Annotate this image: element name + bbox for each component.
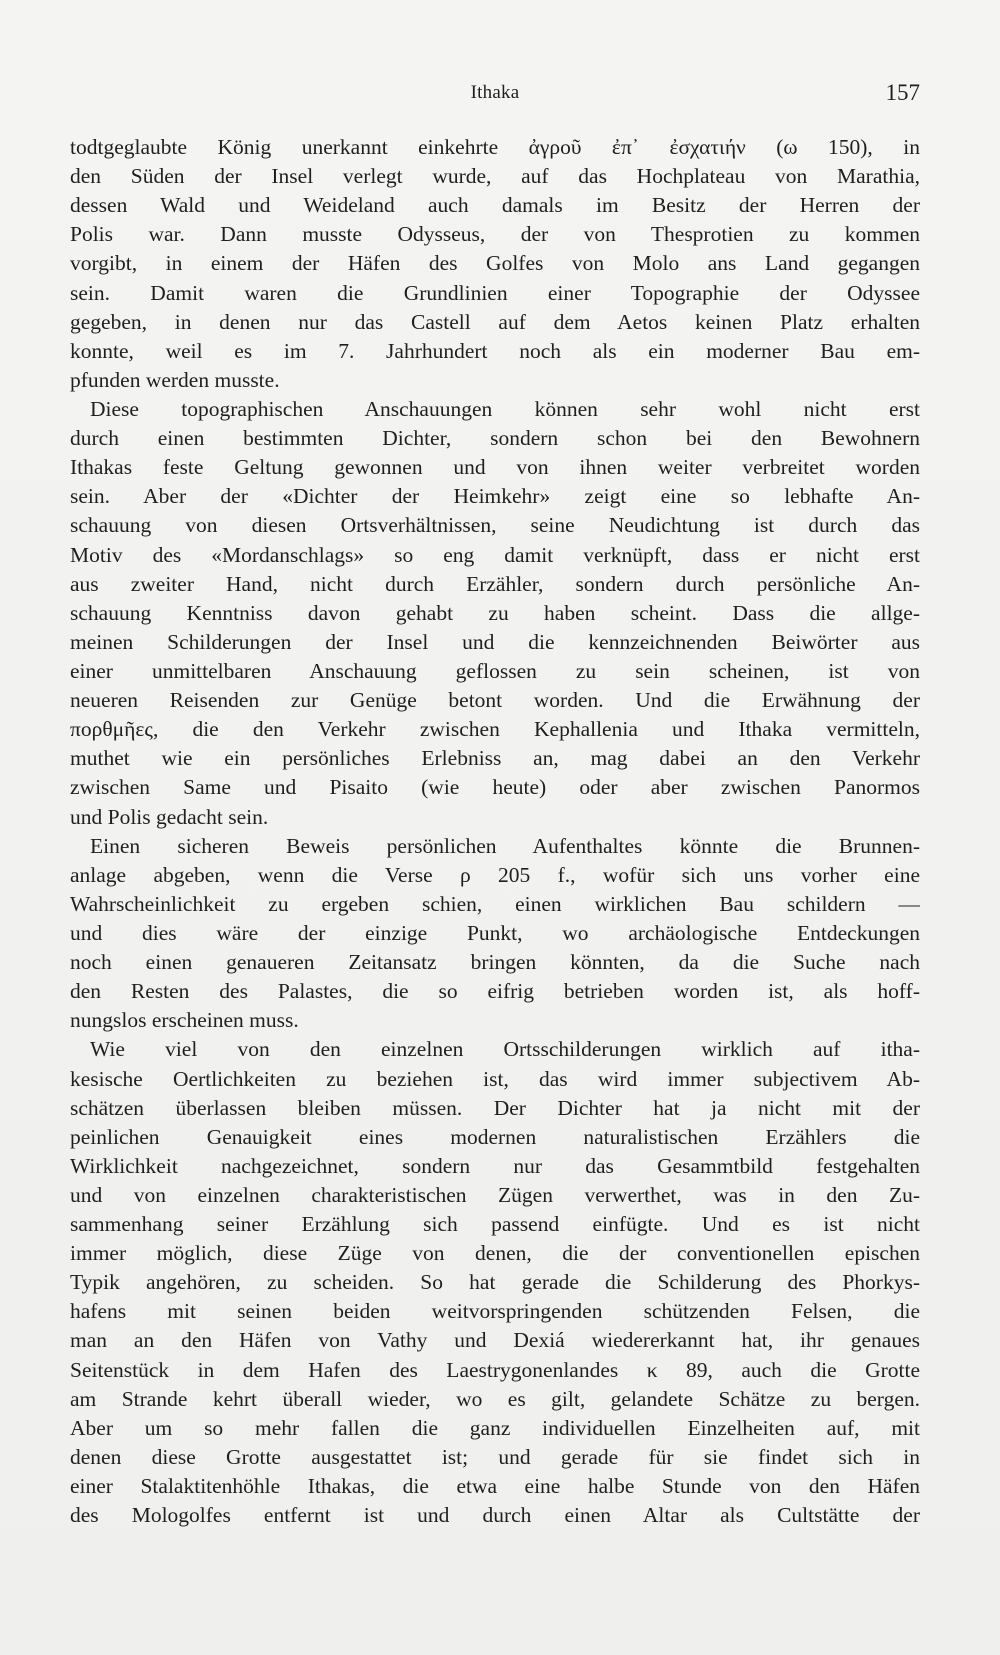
text-line: Wirklichkeit nachgezeichnet, sondern nur das Gesammtbild festgehalten <box>70 1153 920 1178</box>
text-line: und Polis gedacht sein. <box>70 804 269 829</box>
text-line: hafens mit seinen beiden weitvorspringenden schützenden Felsen, die <box>70 1299 920 1324</box>
text-line: sein. Damit waren die Grundlinien einer Topographie der Odyssee <box>70 280 920 305</box>
text-line: man an den Häfen von Vathy und Dexiá wiedererkannt hat, ihr genaues <box>70 1328 920 1353</box>
text-line: meinen Schilderungen der Insel und die kennzeichnenden Beiwörter aus <box>70 629 920 654</box>
text-line: muthet wie ein persönliches Erlebniss an, mag dabei an den Verkehr <box>70 746 920 771</box>
text-line: schauung Kenntniss davon gehabt zu haben scheint. Dass die allge- <box>70 600 920 625</box>
text-line: noch einen genaueren Zeitansatz bringen könnten, da die Suche nach <box>70 950 920 975</box>
text-line: dessen Wald und Weideland auch damals im Besitz der Herren der <box>70 193 920 218</box>
text-line: konnte, weil es im 7. Jahrhundert noch als ein moderner Bau em- <box>70 338 920 363</box>
text-line: kesische Oertlichkeiten zu beziehen ist, das wird immer subjectivem Ab- <box>70 1066 920 1091</box>
text-line: schätzen überlassen bleiben müssen. Der Dichter hat ja nicht mit der <box>70 1095 920 1120</box>
page-header <box>70 80 920 110</box>
text-line: todtgeglaubte König unerkannt einkehrte ἀγροῦ ἐπ᾽ ἐσχατιήν (ω 150), in <box>70 135 920 159</box>
text-line: Wie viel von den einzelnen Ortsschilderungen wirklich auf itha- <box>90 1037 920 1062</box>
text-line: Diese topographischen Anschauungen können sehr wohl nicht erst <box>90 396 920 421</box>
text-line: sein. Aber der «Dichter der Heimkehr» zeigt eine so lebhafte An- <box>70 484 920 509</box>
text-line: und von einzelnen charakteristischen Zügen verwerthet, was in den Zu- <box>70 1182 920 1207</box>
text-line: aus zweiter Hand, nicht durch Erzähler, sondern durch persönliche An- <box>70 571 920 596</box>
text-line: Polis war. Dann musste Odysseus, der von Thesprotien zu kommen <box>70 222 920 247</box>
text-line: Wahrscheinlichkeit zu ergeben schien, einen wirklichen Bau schildern — <box>70 891 920 916</box>
text-line: Seitenstück in dem Hafen des Laestrygonenlandes κ 89, auch die Grotte <box>70 1357 920 1382</box>
text-line: pfunden werden musste. <box>70 367 280 392</box>
text-line: einer Stalaktitenhöhle Ithakas, die etwa eine halbe Stunde von den Häfen <box>70 1474 920 1499</box>
text-line: denen diese Grotte ausgestattet ist; und gerade für sie findet sich in <box>70 1444 920 1469</box>
text-line: den Resten des Palastes, die so eifrig betrieben worden ist, als hoff- <box>70 979 920 1004</box>
text-line: πορθμῆες, die den Verkehr zwischen Kephallenia und Ithaka vermitteln, <box>70 717 920 742</box>
text-line: vorgibt, in einem der Häfen des Golfes von Molo ans Land gegangen <box>70 251 920 276</box>
text-line: immer möglich, diese Züge von denen, die der conventionellen epischen <box>70 1241 920 1266</box>
text-line: zwischen Same und Pisaito (wie heute) oder aber zwischen Panormos <box>70 775 920 800</box>
text-line: am Strande kehrt überall wieder, wo es gilt, gelandete Schätze zu bergen. <box>70 1386 920 1411</box>
text-line: Typik angehören, zu scheiden. So hat gerade die Schilderung des Phorkys- <box>70 1270 920 1295</box>
text-line: Aber um so mehr fallen die ganz individuellen Einzelheiten auf, mit <box>70 1415 920 1440</box>
text-line: Motiv des «Mordanschlags» so eng damit verknüpft, dass er nicht erst <box>70 542 920 567</box>
text-line: peinlichen Genauigkeit eines modernen naturalistischen Erzählers die <box>70 1124 920 1149</box>
body-text <box>70 133 920 1530</box>
text-line: schauung von diesen Ortsverhältnissen, seine Neudichtung ist durch das <box>70 513 920 538</box>
text-line: Einen sicheren Beweis persönlichen Aufenthaltes könnte die Brunnen- <box>90 833 920 858</box>
text-line: sammenhang seiner Erzählung sich passend einfügte. Und es ist nicht <box>70 1212 920 1237</box>
text-line: durch einen bestimmten Dichter, sondern schon bei den Bewohnern <box>70 426 920 451</box>
text-line: anlage abgeben, wenn die Verse ρ 205 f., wofür sich uns vorher eine <box>70 862 920 887</box>
text-line: gegeben, in denen nur das Castell auf dem Aetos keinen Platz erhalten <box>70 309 920 334</box>
text-line: des Mologolfes entfernt ist und durch einen Altar als Cultstätte der <box>70 1503 920 1528</box>
text-line: nungslos erscheinen muss. <box>70 1008 299 1033</box>
text-line: den Süden der Insel verlegt wurde, auf das Hochplateau von Marathia, <box>70 164 920 189</box>
text-line: neueren Reisenden zur Genüge betont worden. Und die Erwähnung der <box>70 688 920 713</box>
text-line: einer unmittelbaren Anschauung geflossen zu sein scheinen, ist von <box>70 658 920 683</box>
running-title: Ithaka <box>470 82 520 103</box>
text-line: und dies wäre der einzige Punkt, wo archäologische Entdeckungen <box>70 920 920 945</box>
page-number: 157 <box>885 80 920 105</box>
text-line: Ithakas feste Geltung gewonnen und von ihnen weiter verbreitet worden <box>70 455 920 480</box>
